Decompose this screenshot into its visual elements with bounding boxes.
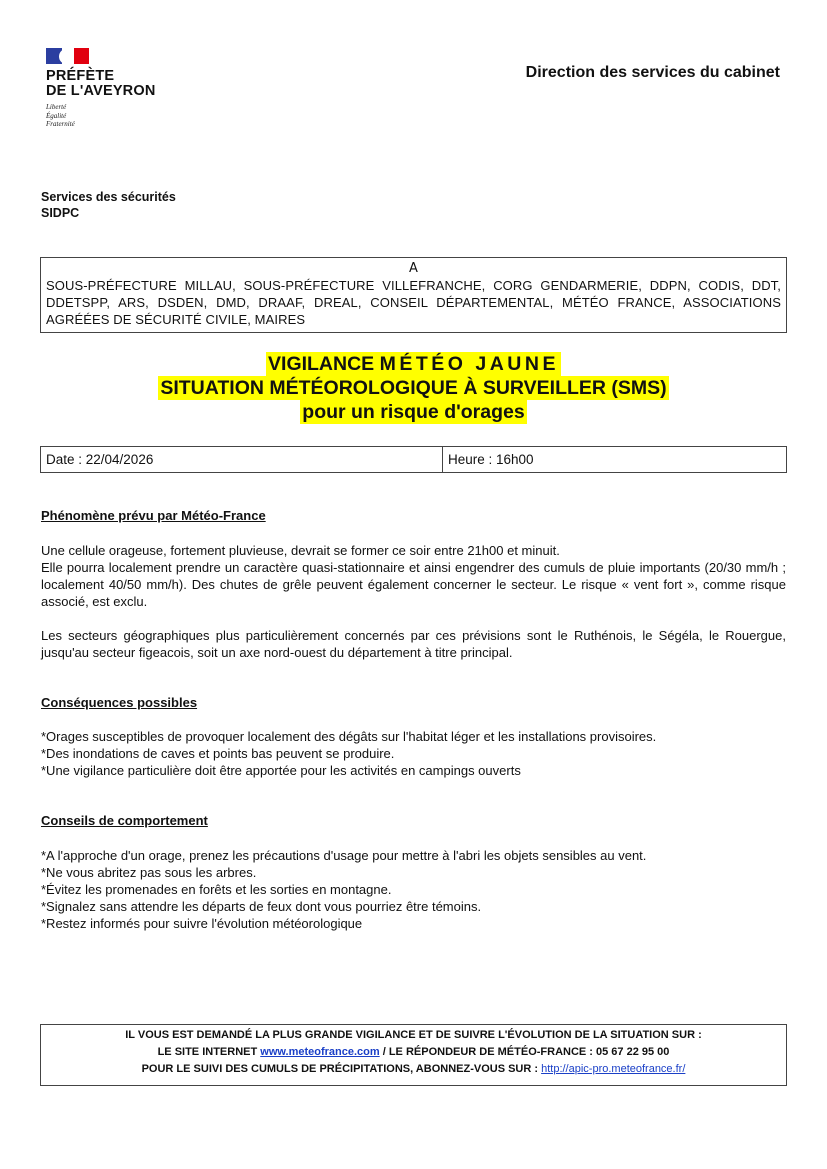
date-cell: Date : 22/04/2026 (41, 447, 443, 472)
phenomene-para1: Une cellule orageuse, fortement pluvieuse, devrait se former ce soir entre 21h00 et minuit. (41, 543, 560, 558)
vigilance-footer-box (40, 1024, 787, 1086)
list-item: *Restez informés pour suivre l'évolution météorologique (41, 916, 363, 931)
section-heading-phenomene: Phénomène prévu par Météo-France (41, 508, 266, 523)
prefecture-logo (46, 48, 206, 129)
motto-egalite: Égalité (46, 111, 67, 120)
apic-pro-link[interactable]: http://apic-pro.meteofrance.fr/ (541, 1063, 686, 1075)
list-item: *Évitez les promenades en forêts et les sorties en montagne. (41, 882, 392, 897)
consequences-list (41, 728, 786, 779)
recipients-box (40, 257, 787, 333)
list-item: *Signalez sans attendre les départs de feux dont vous pourriez être témoins. (41, 899, 482, 914)
list-item: *Orages susceptibles de provoquer localement des dégâts sur l'habitat léger et les installations provisoires. (41, 729, 657, 744)
alert-title-line2: SITUATION MÉTÉOROLOGIQUE À SURVEILLER (SMS) (160, 377, 667, 399)
phenomene-text (41, 542, 786, 610)
prefecture-name-line2: DE L'AVEYRON (46, 83, 156, 99)
republic-motto (46, 103, 206, 129)
list-item: *A l'approche d'un orage, prenez les précautions d'usage pour mettre à l'abri les objets sensibles au vent. (41, 848, 647, 863)
service-unit: SIDPC (41, 206, 80, 220)
recipients-list: SOUS-PRÉFECTURE MILLAU, SOUS-PRÉFECTURE VILLEFRANCHE, CORG GENDARMERIE, DDPN, CODIS, DDT, DDETSPP, ARS, DSDEN, DMD, DRAAF, DREAL, CONSEIL DÉPARTEMENTAL, MÉTÉO FRANCE, ASSOCIATIONS AGRÉÉES DE SÉCURITÉ CIVILE, MAIRES (46, 278, 781, 327)
direction-title: Direction des services du cabinet (525, 64, 780, 81)
alert-title (0, 352, 827, 424)
service-name: Services des sécurités (41, 190, 176, 204)
phenomene-para2: Elle pourra localement prendre un caractère quasi-stationnaire et ainsi engendrer des cumuls de pluie importants (20/30 mm/h ; localement 40/50 mm/h). Des chutes de grêle peuvent également concerner le secteur. Le risque « vent fort », comme risque associé, est exclu. (41, 560, 786, 609)
prefecture-name (46, 69, 206, 99)
prefecture-name-line1: PRÉFÈTE (46, 68, 115, 84)
phenomene-para3: Les secteurs géographiques plus particulièrement concernés par ces prévisions sont le Ruthénois, le Ségéla, le Rouergue, jusqu'au secteur figeacois, soit un axe nord-ouest du département à titre principal. (41, 628, 786, 660)
footer-line3: POUR LE SUIVI DES CUMULS DE PRÉCIPITATIONS, ABONNEZ-VOUS SUR : http://apic-pro.meteofrance.fr/ (141, 1063, 686, 1075)
motto-liberte: Liberté (46, 103, 67, 111)
alert-title-line1: VIGILANCE MÉTÉO JAUNE (268, 353, 559, 375)
recipients-prefix: A (409, 261, 418, 276)
list-item: *Une vigilance particulière doit être apportée pour les activités en campings ouverts (41, 763, 521, 778)
section-heading-consequences: Conséquences possibles (41, 695, 198, 710)
alert-title-line3: pour un risque d'orages (302, 401, 525, 423)
section-heading-conseils: Conseils de comportement (41, 813, 208, 828)
footer-line1: IL VOUS EST DEMANDÉ LA PLUS GRANDE VIGILANCE ET DE SUIVRE L'ÉVOLUTION DE LA SITUATION SUR : (125, 1029, 702, 1041)
footer-line2: LE SITE INTERNET www.meteofrance.com / LE RÉPONDEUR DE MÉTÉO-FRANCE : 05 67 22 95 00 (157, 1046, 670, 1058)
datetime-table (40, 446, 787, 473)
list-item: *Des inondations de caves et points bas peuvent se produire. (41, 746, 395, 761)
list-item: *Ne vous abritez pas sous les arbres. (41, 865, 257, 880)
motto-fraternite: Fraternité (46, 120, 75, 128)
time-cell: Heure : 16h00 (448, 452, 534, 467)
conseils-list (41, 847, 786, 932)
issuing-service (41, 189, 176, 221)
meteofrance-link[interactable]: www.meteofrance.com (260, 1046, 380, 1058)
marianne-flag-icon (46, 48, 89, 64)
